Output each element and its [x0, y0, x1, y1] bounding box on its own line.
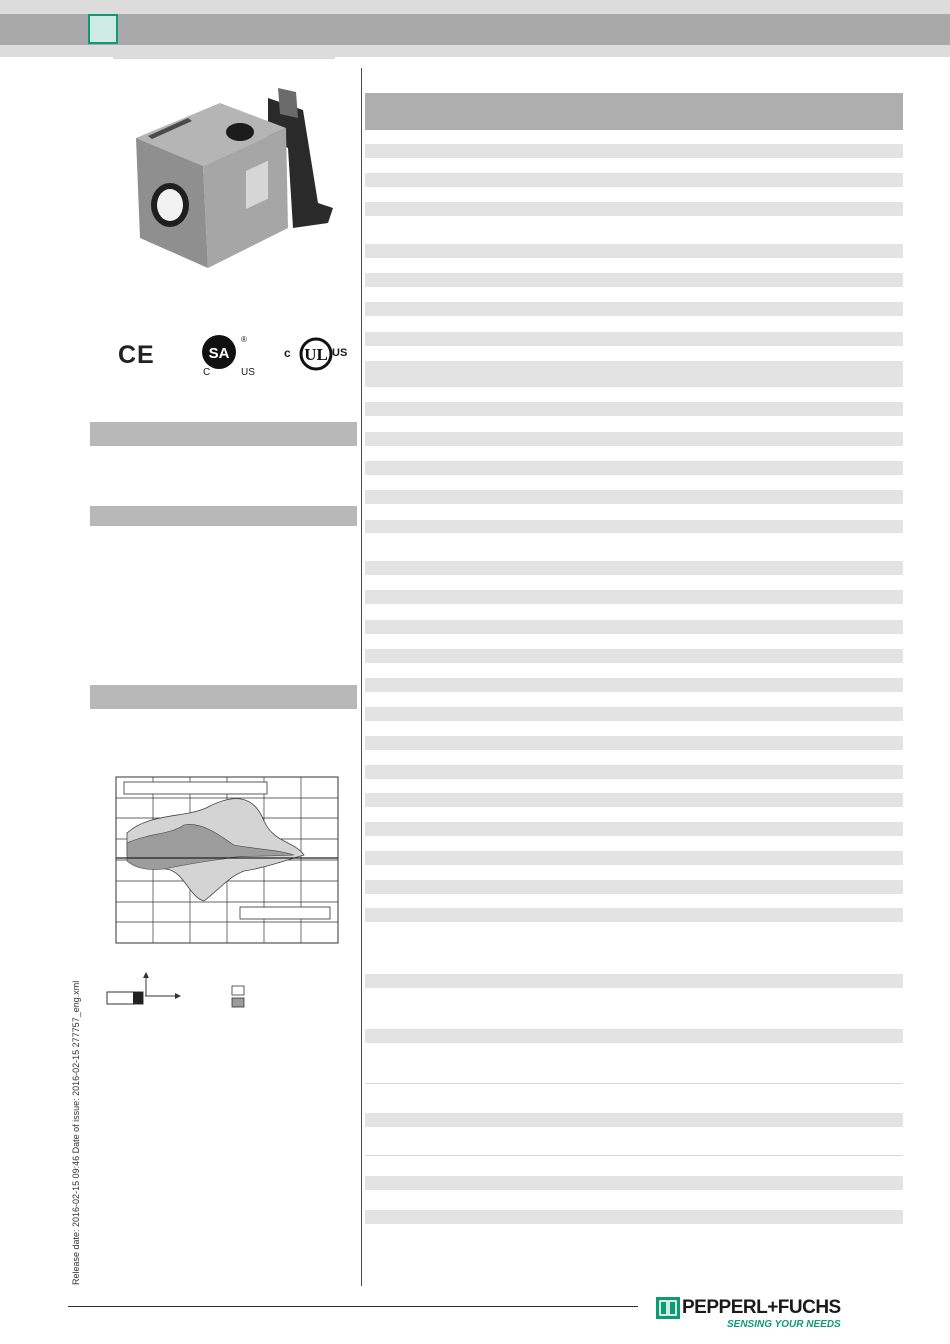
chart-legend: [105, 972, 255, 1012]
section-header-2: [90, 506, 357, 526]
table-row: [365, 144, 903, 158]
section-header-3: [90, 685, 357, 709]
table-row: [365, 1176, 903, 1190]
ce-mark: CE: [118, 341, 155, 369]
top-divider: [113, 57, 335, 59]
table-row: [365, 302, 903, 316]
top-band-light: [0, 0, 950, 14]
table-row: [365, 402, 903, 416]
column-divider: [361, 68, 362, 1286]
table-row: [365, 432, 903, 446]
table-row: [365, 202, 903, 216]
csa-sub-left: C: [203, 367, 211, 378]
table-row: [365, 590, 903, 604]
table-row: [365, 765, 903, 779]
ul-left: c: [284, 346, 291, 360]
table-row: [365, 361, 903, 387]
table-row: [365, 793, 903, 807]
chart-label-box-top: [124, 782, 267, 794]
svg-text:®: ®: [241, 335, 247, 344]
table-row: [365, 908, 903, 922]
brand-name: PEPPERL+FUCHS: [682, 1297, 841, 1318]
table-row: [365, 678, 903, 692]
brand-slogan: SENSING YOUR NEEDS: [727, 1319, 841, 1330]
table-row: [365, 620, 903, 634]
table-row: [365, 707, 903, 721]
table-header: [365, 93, 903, 130]
csa-sub-right: US: [241, 367, 255, 378]
table-separator: [365, 1155, 903, 1156]
table-separator: [365, 1083, 903, 1084]
table-row: [365, 1029, 903, 1043]
table-row: [365, 490, 903, 504]
table-row: [365, 822, 903, 836]
table-row: [365, 1210, 903, 1224]
table-row: [365, 1113, 903, 1127]
table-row: [365, 851, 903, 865]
top-band: [0, 14, 950, 45]
table-row: [365, 736, 903, 750]
table-row: [365, 173, 903, 187]
beam-pattern-chart: [94, 773, 344, 948]
chart-label-box-bottom: [240, 907, 330, 919]
table-row: [365, 520, 903, 533]
top-band-lower: [0, 45, 950, 57]
release-info: Release date: 2016-02-15 09:46 Date of issue: 2016-02-15 277757_eng.xml: [71, 980, 81, 1285]
brand-square-icon: [88, 14, 118, 44]
table-row: [365, 561, 903, 575]
table-row: [365, 273, 903, 287]
table-row: [365, 880, 903, 894]
table-row: [365, 974, 903, 988]
footer-line: [68, 1306, 638, 1307]
svg-text:UL: UL: [304, 345, 328, 364]
section-header-1: [90, 422, 357, 446]
table-row: [365, 332, 903, 346]
product-image: [128, 88, 338, 273]
table-row: [365, 461, 903, 475]
table-row: [365, 649, 903, 663]
pf-logo-icon: [656, 1297, 680, 1319]
table-row: [365, 244, 903, 258]
ul-right: US: [332, 347, 348, 359]
svg-text:SA: SA: [208, 345, 230, 362]
